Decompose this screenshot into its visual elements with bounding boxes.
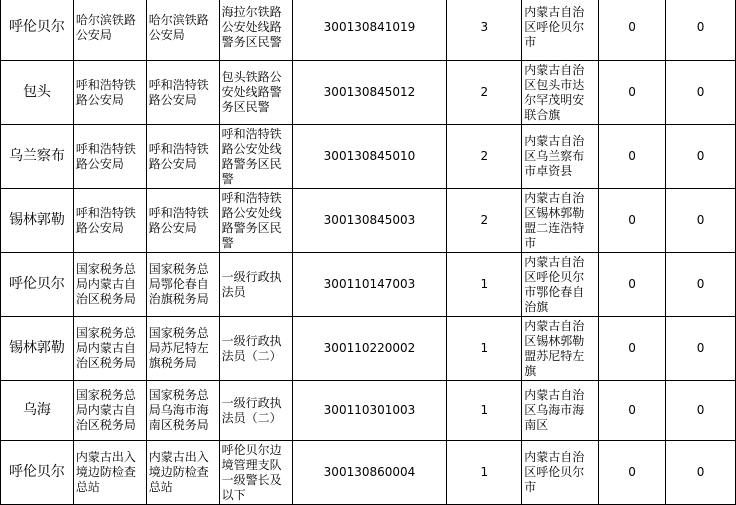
location-cell: 内蒙古自治区呼伦贝尔市鄂伦春自治旗: [522, 253, 599, 317]
unit-cell: 国家税务总局苏尼特左旗税务局: [146, 317, 219, 381]
region-cell: 锡林郭勒: [1, 317, 74, 381]
region-cell: 锡林郭勒: [1, 189, 74, 253]
region-cell: 包头: [1, 61, 74, 125]
code-cell: 300110220002: [292, 317, 447, 381]
count-cell: 1: [447, 317, 522, 381]
position-cell: 呼和浩特铁路公安处线路警务区民警: [219, 125, 292, 189]
code-cell: 300110147003: [292, 253, 447, 317]
location-cell: 内蒙古自治区呼伦贝尔市: [522, 441, 599, 505]
dept-cell: 国家税务总局内蒙古自治区税务局: [73, 381, 146, 441]
location-cell: 内蒙古自治区乌海市海南区: [522, 381, 599, 441]
code-cell: 300130845012: [292, 61, 447, 125]
region-cell: 乌海: [1, 381, 74, 441]
value-cell: 0: [666, 317, 736, 381]
value-cell: 0: [599, 125, 666, 189]
location-cell: 内蒙古自治区包头市达尔罕茂明安联合旗: [522, 61, 599, 125]
dept-cell: 哈尔滨铁路公安局: [73, 0, 146, 61]
unit-cell: 呼和浩特铁路公安局: [146, 189, 219, 253]
dept-cell: 国家税务总局内蒙古自治区税务局: [73, 317, 146, 381]
position-cell: 包头铁路公安处线路警务区民警: [219, 61, 292, 125]
value-cell: 0: [666, 381, 736, 441]
code-cell: 300130845003: [292, 189, 447, 253]
value-cell: 0: [666, 125, 736, 189]
value-cell: 0: [599, 189, 666, 253]
table-row: [1, 125, 736, 189]
table-row: [1, 441, 736, 505]
count-cell: 1: [447, 441, 522, 505]
table-row: [1, 0, 736, 61]
region-cell: 呼伦贝尔: [1, 441, 74, 505]
value-cell: 0: [666, 253, 736, 317]
code-cell: 300110301003: [292, 381, 447, 441]
unit-cell: 呼和浩特铁路公安局: [146, 125, 219, 189]
dept-cell: 国家税务总局内蒙古自治区税务局: [73, 253, 146, 317]
code-cell: 300130860004: [292, 441, 447, 505]
unit-cell: 内蒙古出入境边防检查总站: [146, 441, 219, 505]
dept-cell: 呼和浩特铁路公安局: [73, 125, 146, 189]
unit-cell: 国家税务总局乌海市海南区税务局: [146, 381, 219, 441]
value-cell: 0: [599, 253, 666, 317]
code-cell: 300130845010: [292, 125, 447, 189]
location-cell: 内蒙古自治区锡林郭勒盟苏尼特左旗: [522, 317, 599, 381]
dept-cell: 呼和浩特铁路公安局: [73, 61, 146, 125]
table-row: [1, 189, 736, 253]
count-cell: 3: [447, 0, 522, 61]
position-cell: 一级行政执法员: [219, 253, 292, 317]
value-cell: 0: [599, 0, 666, 61]
count-cell: 2: [447, 61, 522, 125]
dept-cell: 呼和浩特铁路公安局: [73, 189, 146, 253]
count-cell: 1: [447, 381, 522, 441]
count-cell: 1: [447, 253, 522, 317]
value-cell: 0: [599, 61, 666, 125]
unit-cell: 呼和浩特铁路公安局: [146, 61, 219, 125]
value-cell: 0: [599, 441, 666, 505]
region-cell: 呼伦贝尔: [1, 253, 74, 317]
code-cell: 300130841019: [292, 0, 447, 61]
value-cell: 0: [599, 317, 666, 381]
table-row: [1, 61, 736, 125]
unit-cell: 国家税务总局鄂伦春自治旗税务局: [146, 253, 219, 317]
table-row: [1, 317, 736, 381]
dept-cell: 内蒙古出入境边防检查总站: [73, 441, 146, 505]
value-cell: 0: [666, 61, 736, 125]
value-cell: 0: [599, 381, 666, 441]
region-cell: 乌兰察布: [1, 125, 74, 189]
count-cell: 2: [447, 125, 522, 189]
position-cell: 一级行政执法员（二）: [219, 381, 292, 441]
position-cell: 海拉尔铁路公安处线路警务区民警: [219, 0, 292, 61]
position-cell: 呼和浩特铁路公安处线路警务区民警: [219, 189, 292, 253]
location-cell: 内蒙古自治区乌兰察布市卓资县: [522, 125, 599, 189]
count-cell: 2: [447, 189, 522, 253]
region-cell: 呼伦贝尔: [1, 0, 74, 61]
location-cell: 内蒙古自治区锡林郭勒盟二连浩特市: [522, 189, 599, 253]
position-cell: 一级行政执法员（二）: [219, 317, 292, 381]
value-cell: 0: [666, 441, 736, 505]
value-cell: 0: [666, 189, 736, 253]
location-cell: 内蒙古自治区呼伦贝尔市: [522, 0, 599, 61]
table-row: [1, 253, 736, 317]
unit-cell: 哈尔滨铁路公安局: [146, 0, 219, 61]
value-cell: 0: [666, 0, 736, 61]
table-row: [1, 381, 736, 441]
position-cell: 呼伦贝尔边境管理支队一级警长及以下: [219, 441, 292, 505]
